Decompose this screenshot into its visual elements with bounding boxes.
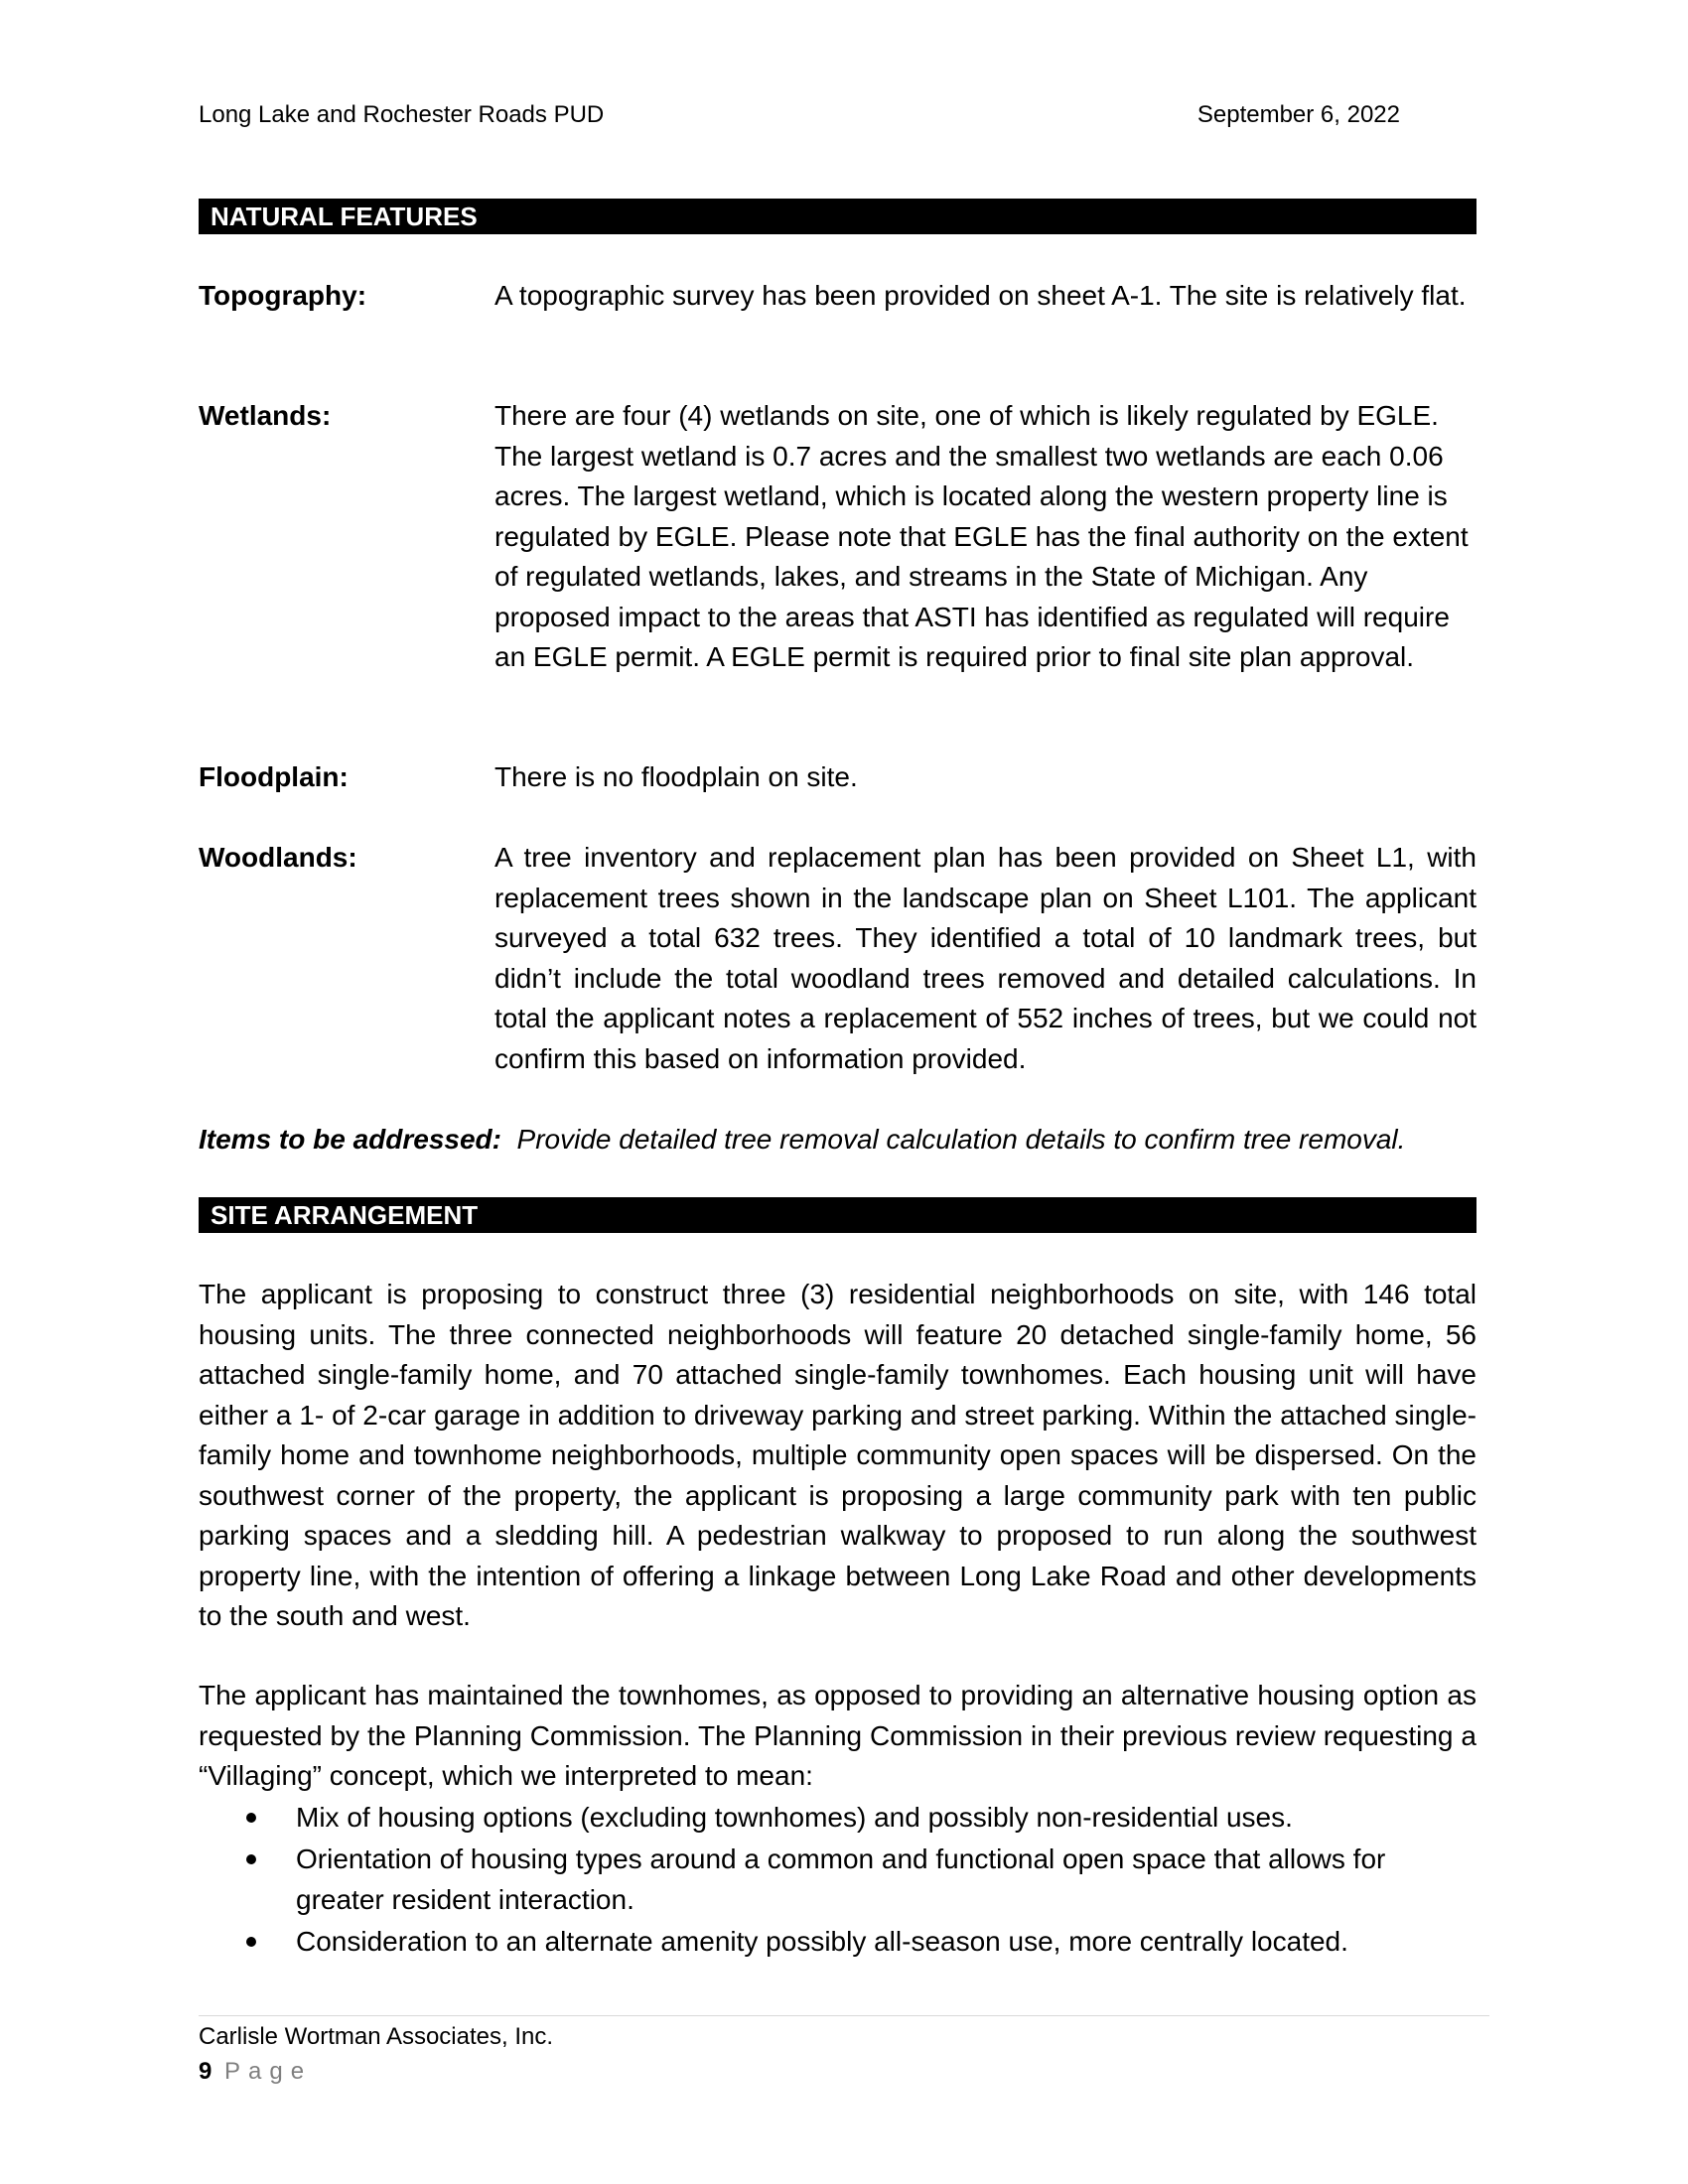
feature-text: There is no floodplain on site. <box>494 761 858 792</box>
villaging-bullet-list <box>199 1797 1477 1963</box>
footer-organization: Carlisle Wortman Associates, Inc. <box>199 2023 554 2050</box>
section-heading-natural-features: NATURAL FEATURES <box>199 199 1477 234</box>
bullet-icon <box>246 1937 256 1947</box>
items-to-be-addressed <box>199 1120 1477 1160</box>
feature-label: Woodlands: <box>199 842 357 873</box>
list-item: Consideration to an alternate amenity possibly all-season use, more centrally located. <box>199 1921 1477 1962</box>
section-heading-site-arrangement: SITE ARRANGEMENT <box>199 1197 1477 1233</box>
bullet-icon <box>246 1813 256 1823</box>
list-item: Orientation of housing types around a common and functional open space that allows for greater resident interaction. <box>199 1839 1477 1920</box>
header-title: Long Lake and Rochester Roads PUD <box>199 101 605 128</box>
feature-text: A tree inventory and replacement plan has been provided on Sheet L1, with replacement trees shown in the landscape plan on Sheet L101. The applicant surveyed a total 632 trees. They identified a total of 10 landmark trees, but didn’t include the total woodland trees removed and detailed calculations. In total the applicant notes a replacement of 552 inches of trees, but we could not confirm this based on information provided. <box>494 842 1477 1074</box>
site-arrangement-paragraph-2: The applicant has maintained the townhomes, as opposed to providing an alternative housing option as requested by the Planning Commission. The Planning Commission in their previous review requesting a “Villaging” concept, which we interpreted to mean: <box>199 1680 1477 1791</box>
feature-text: There are four (4) wetlands on site, one of which is likely regulated by EGLE. The largest wetland is 0.7 acres and the smallest two wetlands are each 0.06 acres. The largest wetland, which is located along the western property line is regulated by EGLE. Please note that EGLE has the final authority on the extent of regulated wetlands, lakes, and streams in the State of Michigan. Any proposed impact to the areas that ASTI has identified as regulated will require an EGLE permit. A EGLE permit is required prior to final site plan approval. <box>494 400 1469 672</box>
bullet-icon <box>246 1854 256 1864</box>
items-text: Provide detailed tree removal calculation details to confirm tree removal. <box>516 1124 1406 1155</box>
feature-label: Topography: <box>199 280 367 311</box>
feature-floodplain <box>199 757 1477 798</box>
feature-text: A topographic survey has been provided on sheet A-1. The site is relatively flat. <box>494 280 1467 311</box>
items-label: Items to be addressed: <box>199 1124 501 1155</box>
footer-divider <box>199 2015 1489 2016</box>
page-word: Page <box>224 2058 313 2085</box>
site-arrangement-paragraph-1: The applicant is proposing to construct three (3) residential neighborhoods on site, with 146 total housing units. The three connected neighborhoods will feature 20 detached single-family home, 56 attached single-family home, and 70 attached single-family townhomes. Each housing unit will have either a 1- of 2-car garage in addition to driveway parking and street parking. Within the attached single-family home and townhome neighborhoods, multiple community open spaces will be dispersed. On the southwest corner of the property, the applicant is proposing a large community park with ten public parking spaces and a sledding hill. A pedestrian walkway to proposed to run along the southwest property line, with the intention of offering a linkage between Long Lake Road and other developments to the south and west. <box>199 1279 1477 1631</box>
feature-label: Wetlands: <box>199 400 332 431</box>
running-header <box>199 101 1400 129</box>
page-number: 9 <box>199 2058 212 2085</box>
feature-woodlands <box>199 838 1477 1079</box>
feature-topography <box>199 276 1477 317</box>
footer-page-number <box>199 2058 312 2086</box>
list-item: Mix of housing options (excluding townhomes) and possibly non-residential uses. <box>199 1797 1477 1838</box>
feature-label: Floodplain: <box>199 761 349 792</box>
feature-wetlands <box>199 396 1477 678</box>
header-date: September 6, 2022 <box>1196 101 1400 128</box>
